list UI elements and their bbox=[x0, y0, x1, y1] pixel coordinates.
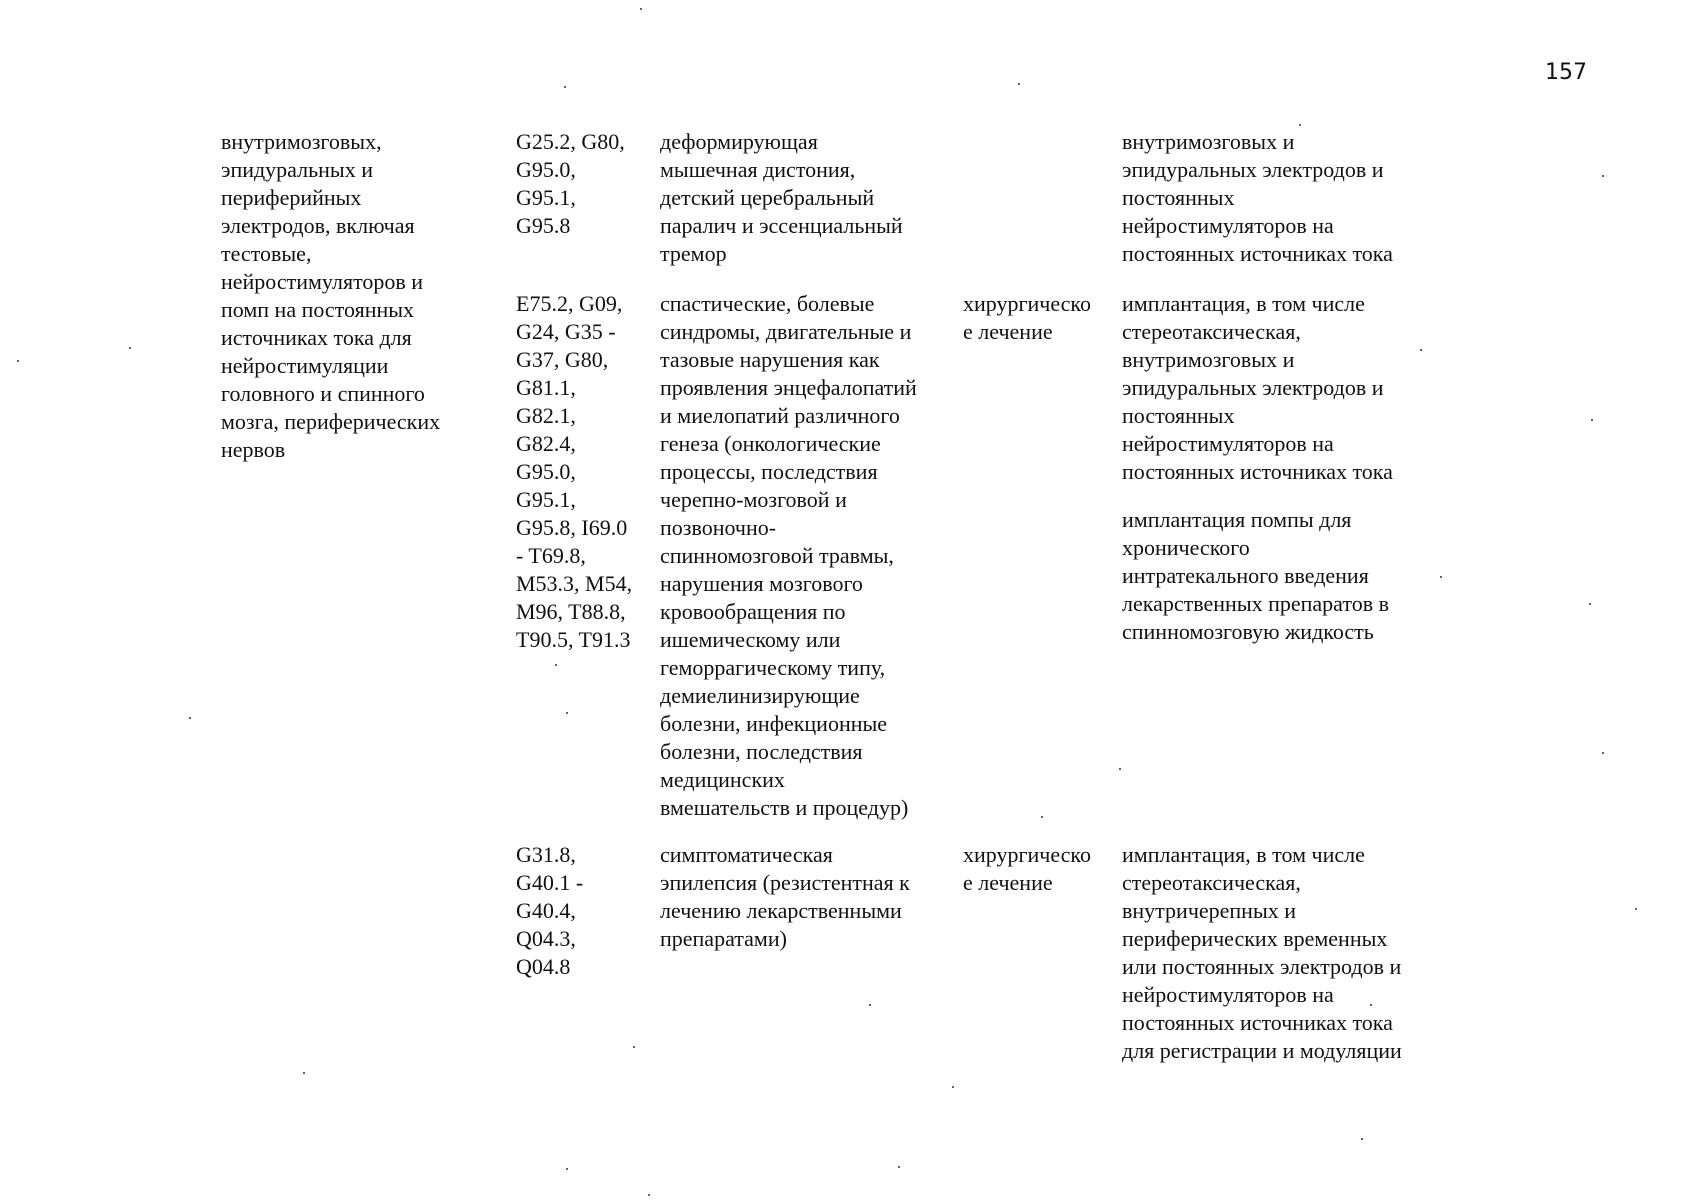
icd-codes-cell: G25.2, G80, G95.0, G95.1, G95.8 bbox=[516, 129, 625, 238]
icd-codes-cell: G31.8, G40.1 - G40.4, Q04.3, Q04.8 bbox=[516, 842, 584, 979]
method-cell: внутримозговых и эпидуральных электродов и постоянных нейростимуляторов на постоянных источниках тока bbox=[1122, 129, 1393, 266]
condition-cell: деформирующая мышечная дистония, детский церебральный паралич и эссенциальный тремор bbox=[660, 129, 903, 266]
method-cell: имплантация, в том числе стереотаксическая, внутримозговых и эпидуральных электродов и постоянных нейростимуляторов на постоянных источниках тока bbox=[1122, 291, 1393, 484]
method-cell: имплантация, в том числе стереотаксическая, внутричерепных и периферических временных или постоянных электродов и нейростимуляторов на постоянных источниках тока для регистрации и модуляции bbox=[1122, 842, 1402, 1063]
method-cell-secondary: имплантация помпы для хронического интратекального введения лекарственных препаратов в спинномозговую жидкость bbox=[1122, 507, 1389, 644]
treatment-cell: хирургическо е лечение bbox=[963, 842, 1091, 895]
icd-codes-cell: E75.2, G09, G24, G35 - G37, G80, G81.1, G82.1, G82.4, G95.0, G95.1, G95.8, I69.0 - T69.8, M53.3, M54, M96, T88.8, T90.5, T91.3 bbox=[516, 291, 633, 652]
condition-cell: спастические, болевые синдромы, двигательные и тазовые нарушения как проявления энцефалопатий и миелопатий различного генеза (онкологические процессы, последствия черепно-мозговой и позвоночно- спинномозговой травмы, нарушения мозгового кровообращения по ишемическому или геморрагическому типу, демиелинизирующие болезни, инфекционные болезни, последствия медицинских вмешательств и процедур) bbox=[660, 291, 917, 820]
page-number: 157 bbox=[1545, 60, 1587, 85]
condition-cell: симптоматическая эпилепсия (резистентная к лечению лекарственными препаратами) bbox=[660, 842, 910, 951]
procedure-description: внутримозговых, эпидуральных и периферийных электродов, включая тестовые, нейростимуляторов и помп на постоянных источниках тока для нейростимуляции головного и спинного мозга, периферических нервов bbox=[221, 129, 441, 462]
treatment-cell: хирургическо е лечение bbox=[963, 291, 1091, 344]
